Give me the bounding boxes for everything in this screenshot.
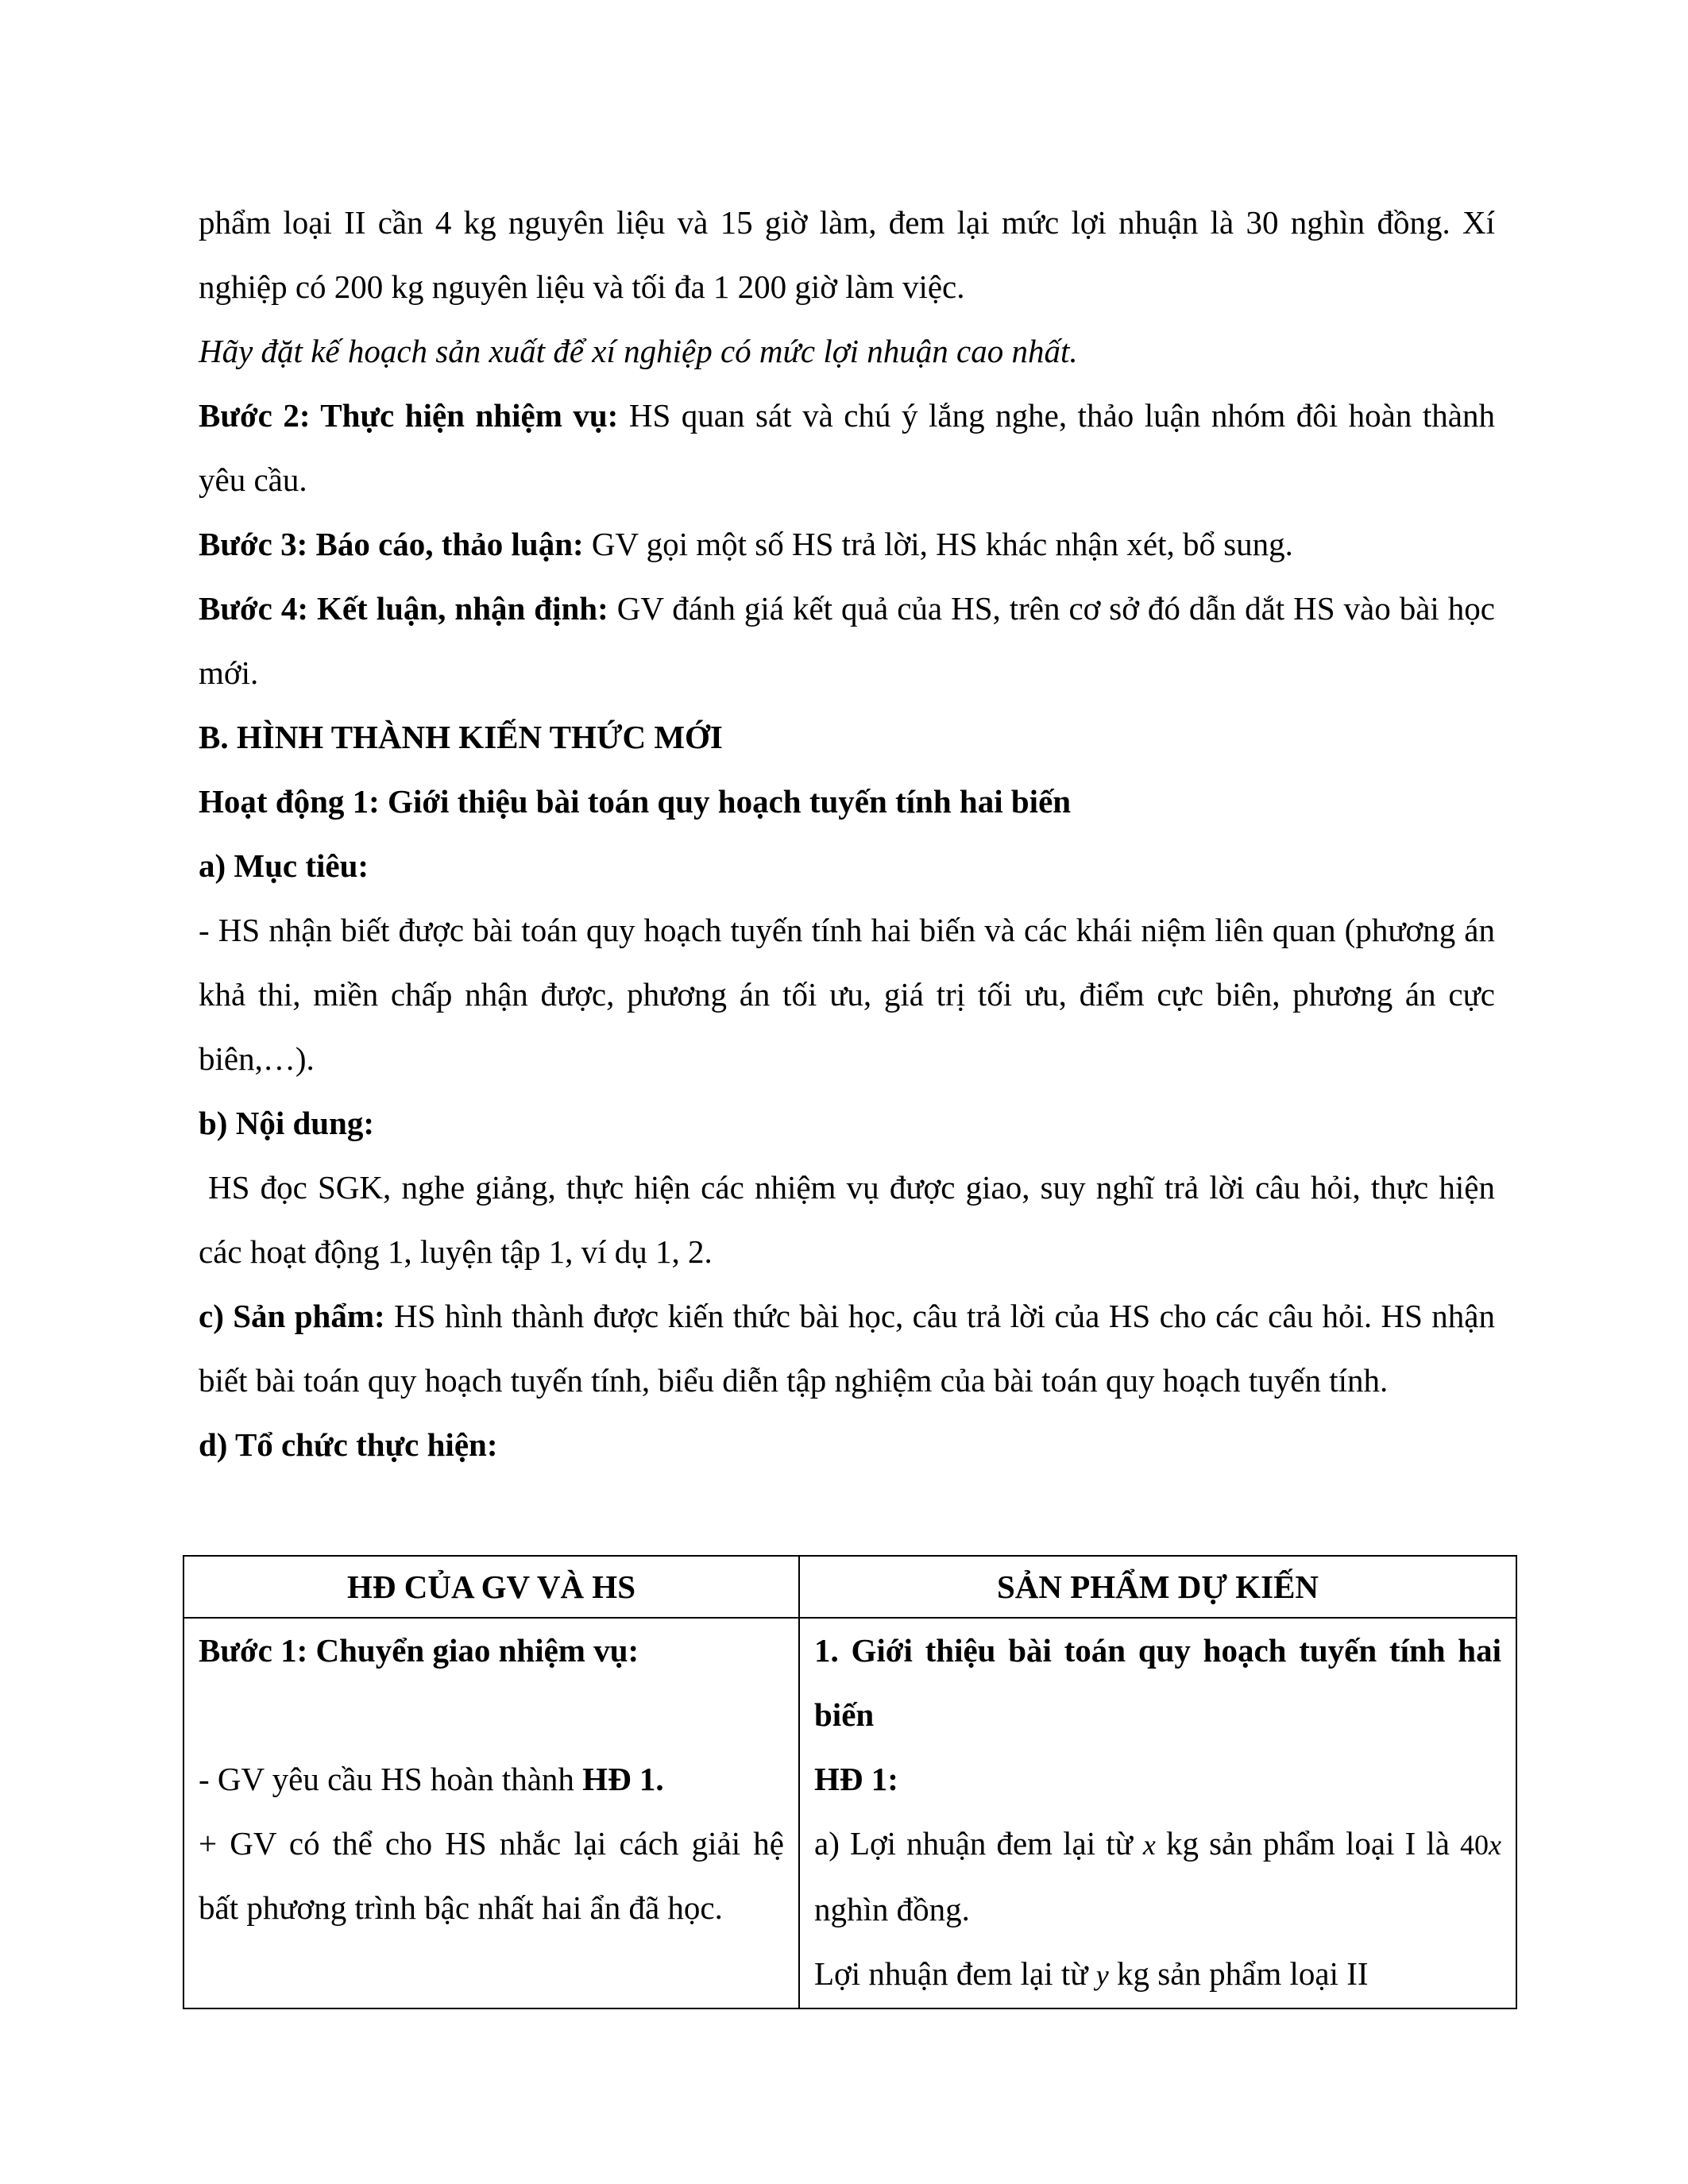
- intro-paragraph: phẩm loại II cần 4 kg nguyên liệu và 15 giờ làm, đem lại mức lợi nhuận là 30 nghìn đồng. Xí nghiệp có 200 kg nguyên liệu và tối đa 1 200 giờ làm việc.: [199, 204, 1495, 305]
- objective-label: [199, 834, 1495, 898]
- right-answer-a: [814, 1812, 1501, 1942]
- section-heading-text: B. HÌNH THÀNH KIẾN THỨC MỚI: [199, 719, 723, 755]
- header-expected-product: SẢN PHẨM DỰ KIẾN: [799, 1556, 1516, 1618]
- step-4: [199, 577, 1495, 705]
- product-text: HS hình thành được kiến thức bài học, câu trả lời của HS cho các câu hỏi. HS nhận biết bài toán quy hoạch tuyến tính, biểu diễn tập nghiệm của bài toán quy hoạch tuyến tính.: [199, 1298, 1495, 1399]
- objective-text: - HS nhận biết được bài toán quy hoạch tuyến tính hai biến và các khái niệm liên quan (phương án khả thi, miền chấp nhận được, phương án tối ưu, giá trị tối ưu, điểm cực biên, phương án cực biên,…).: [199, 912, 1495, 1077]
- activity-table: [183, 1555, 1517, 2009]
- organization-label-text: d) Tổ chức thực hiện:: [199, 1426, 498, 1463]
- table-header-row: [183, 1556, 1516, 1618]
- section-heading: [199, 705, 1495, 770]
- answer-a-suffix: nghìn đồng.: [814, 1891, 970, 1927]
- activity-title: [199, 770, 1495, 834]
- step-3-label: Bước 3: Báo cáo, thảo luận:: [199, 526, 584, 562]
- left-cell: [183, 1618, 799, 2008]
- math-var-x: x: [1142, 1829, 1156, 1861]
- math-coef-40: 40: [1460, 1829, 1489, 1861]
- math-var-x-2: x: [1489, 1829, 1501, 1861]
- left-request-text: - GV yêu cầu HS hoàn thành: [199, 1761, 583, 1797]
- objective-label-text: a) Mục tiêu:: [199, 847, 369, 884]
- step-4-text: GV đánh giá kết quả của HS, trên cơ sở đó dẫn dắt HS vào bài học mới.: [199, 590, 1495, 691]
- left-request-bold: HĐ 1.: [582, 1761, 664, 1797]
- step-3-text: GV gọi một số HS trả lời, HS khác nhận xét, bổ sung.: [583, 526, 1293, 562]
- step-2-text: HS quan sát và chú ý lắng nghe, thảo luận nhóm đôi hoàn thành yêu cầu.: [199, 397, 1495, 498]
- right-cell: [799, 1618, 1516, 2008]
- step-2: [199, 384, 1495, 512]
- spacer: [199, 1683, 784, 1747]
- answer-b-suffix: kg sản phẩm loại II: [1108, 1955, 1369, 1992]
- answer-a-mid: kg sản phẩm loại I là: [1155, 1825, 1461, 1862]
- right-title: [814, 1619, 1501, 1747]
- activity-title-text: Hoạt động 1: Giới thiệu bài toán quy hoạch tuyến tính hai biến: [199, 783, 1072, 820]
- step-4-label: Bước 4: Kết luận, nhận định:: [199, 590, 608, 627]
- product-paragraph: [199, 1284, 1495, 1413]
- header-teacher-student: HĐ CỦA GV VÀ HS: [183, 1556, 799, 1618]
- document-body: [199, 191, 1495, 1477]
- math-var-y: y: [1095, 1959, 1109, 1991]
- answer-a-prefix: a) Lợi nhuận đem lại từ: [814, 1825, 1143, 1862]
- right-hd: [814, 1747, 1501, 1812]
- organization-label: [199, 1413, 1495, 1477]
- content-label-text: b) Nội dung:: [199, 1105, 375, 1141]
- left-hint: + GV có thể cho HS nhắc lại cách giải hệ bất phương trình bậc nhất hai ẩn đã học.: [199, 1825, 784, 1926]
- answer-b-prefix: Lợi nhuận đem lại từ: [814, 1955, 1096, 1992]
- right-hd-text: HĐ 1:: [814, 1761, 898, 1797]
- left-step1-text: Bước 1: Chuyển giao nhiệm vụ:: [199, 1632, 639, 1669]
- right-answer-b: [814, 1942, 1501, 2008]
- left-step1: [199, 1619, 784, 1683]
- left-request: [199, 1747, 784, 1812]
- intro-question: Hãy đặt kế hoạch sản xuất để xí nghiệp có mức lợi nhuận cao nhất.: [199, 333, 1078, 369]
- table-row: [183, 1618, 1516, 2008]
- step-3: [199, 512, 1495, 577]
- product-label: c) Sản phẩm:: [199, 1298, 385, 1334]
- right-title-text: 1. Giới thiệu bài toán quy hoạch tuyến tính hai biến: [814, 1632, 1501, 1733]
- content-text: HS đọc SGK, nghe giảng, thực hiện các nhiệm vụ được giao, suy nghĩ trả lời câu hỏi, thực hiện các hoạt động 1, luyện tập 1, ví dụ 1, 2.: [199, 1169, 1495, 1270]
- content-label: [199, 1091, 1495, 1156]
- step-2-label: Bước 2: Thực hiện nhiệm vụ:: [199, 397, 619, 434]
